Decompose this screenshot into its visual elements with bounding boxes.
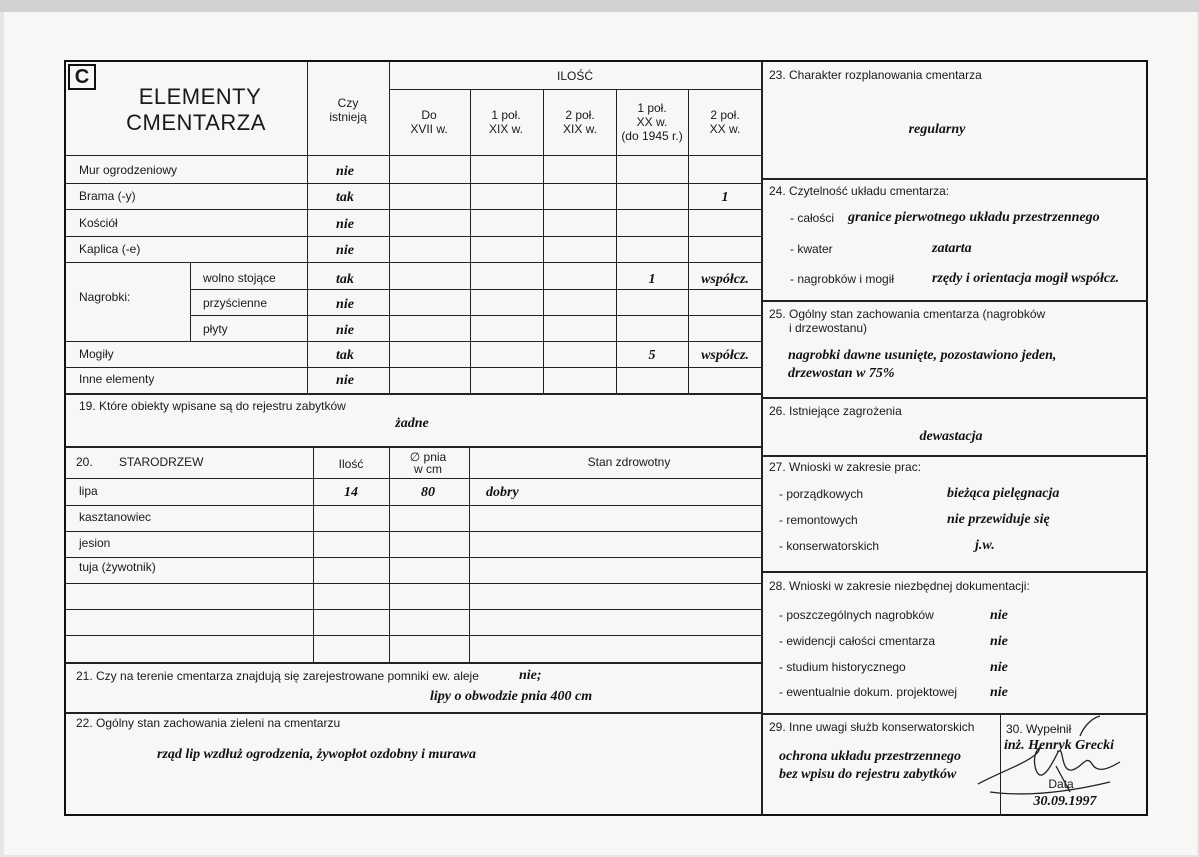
element-exists-value: nie [336, 164, 354, 179]
tree-name: tuja (żywotnik) [79, 560, 156, 574]
period-header-l2: XVII w. [410, 122, 448, 136]
q24-item-label: - całości [790, 211, 835, 225]
element-row-line [66, 236, 762, 237]
tree-row-line [66, 557, 762, 558]
q26-label: 26. Istniejące zagrożenia [769, 404, 902, 418]
q24-item-answer: rzędy i orientacja mogił współcz. [932, 271, 1120, 286]
cemetery-elements-form [64, 60, 1148, 816]
element-row-line [66, 367, 762, 368]
period-header-l2: XIX w. [562, 122, 597, 136]
element-count-value: 1 [648, 272, 656, 287]
element-exists-value: tak [336, 348, 354, 363]
q24-item-answer: granice pierwotnego układu przestrzennego [848, 210, 1100, 225]
tree-ilosc-value: 14 [344, 485, 358, 500]
element-count-value: 1 [721, 190, 729, 205]
q29-answer-1: ochrona układu przestrzennego [779, 749, 962, 764]
tree-stan-value: dobry [486, 485, 519, 500]
section-line [762, 300, 1148, 302]
period-header-l3: (do 1945 r.) [621, 129, 683, 143]
section-line [66, 712, 762, 714]
q20-ilosc-header: Ilość [338, 457, 364, 471]
tree-name: kasztanowiec [79, 510, 152, 524]
element-label: Mogiły [79, 347, 114, 361]
header-bottom-line [66, 155, 762, 156]
czy-header: Czy [337, 96, 359, 110]
q28-item-answer: nie [990, 608, 1008, 623]
element-exists-value: nie [336, 217, 354, 232]
period-header-l2: XX w. [709, 122, 741, 136]
element-exists-value: nie [336, 243, 354, 258]
section-letter: C [68, 64, 96, 90]
q28-item-label: - ewentualnie dokum. projektowej [779, 685, 958, 699]
q30-name: inż. Henryk Grecki [1004, 738, 1115, 753]
period-header-l2: XX w. [636, 115, 668, 129]
element-exists-value: nie [336, 373, 354, 388]
form-title-line2: CMENTARZA [126, 110, 266, 135]
period-header-l2: XIX w. [488, 122, 523, 136]
section-line [66, 393, 762, 395]
element-row-line [66, 341, 762, 342]
q22-label: 22. Ogólny stan zachowania zieleni na cmentarzu [76, 716, 341, 730]
element-label: Inne elementy [79, 372, 155, 386]
element-label: Kościół [79, 216, 118, 230]
q23-answer: regularny [908, 122, 966, 137]
q27-item-label: - porządkowych [779, 487, 864, 501]
q24-item-label: - nagrobków i mogił [790, 272, 895, 286]
q21-label: 21. Czy na terenie cmentarza znajdują się zarejestrowane pomniki ew. aleje [76, 669, 479, 683]
element-row-line [66, 183, 762, 184]
tree-row-line [66, 505, 762, 506]
element-label: Mur ogrodzeniowy [79, 163, 178, 177]
scan-top-edge [0, 0, 1199, 12]
period-header-l1: 2 poł. [710, 108, 740, 122]
tree-row-line [66, 635, 762, 636]
element-label: Brama (-y) [79, 189, 136, 203]
section-line [762, 397, 1148, 399]
q28-item-answer: nie [990, 685, 1008, 700]
q27-item-answer: j.w. [975, 538, 995, 553]
q21-answer-2: lipy o obwodzie pnia 400 cm [430, 689, 593, 704]
q27-item-answer: bieżąca pielęgnacja [947, 486, 1060, 501]
q21-answer-1: nie; [519, 668, 542, 683]
nagrobki-split-line [190, 262, 191, 341]
tree-row-line [66, 609, 762, 610]
element-count-value: 5 [648, 348, 656, 363]
tree-row-line [66, 478, 762, 479]
section-line [66, 662, 762, 664]
element-label: wolno stojące [203, 271, 276, 285]
element-row-line [190, 289, 762, 290]
q30-date-label: Data [1048, 777, 1074, 791]
section-line [762, 178, 1148, 180]
nagrobki-label: Nagrobki: [79, 290, 131, 304]
element-count-value: współcz. [701, 272, 749, 287]
q28-item-label: - poszczególnych nagrobków [779, 608, 934, 622]
q30-date: 30.09.1997 [1033, 794, 1097, 809]
tree-name: jesion [79, 536, 111, 550]
period-header-l1: 2 poł. [565, 108, 595, 122]
q27-label: 27. Wnioski w zakresie prac: [769, 460, 922, 474]
ilosc-header-line [389, 89, 762, 90]
tree-name: lipa [79, 484, 98, 498]
section-line [762, 455, 1148, 457]
q28-item-answer: nie [990, 634, 1008, 649]
element-row-line [66, 209, 762, 210]
tree-row-line [66, 583, 762, 584]
q25-label-2: i drzewostanu) [789, 321, 868, 335]
main-divider-line [761, 62, 763, 816]
q26-answer: dewastacja [919, 429, 983, 444]
element-label: płyty [203, 322, 228, 336]
section-line [762, 571, 1148, 573]
ilosc-header: ILOŚĆ [556, 69, 593, 83]
element-exists-value: nie [336, 323, 354, 338]
q20-number: 20. [76, 455, 93, 469]
q23-label: 23. Charakter rozplanowania cmentarza [769, 68, 982, 82]
q25-label: 25. Ogólny stan zachowania cmentarza (nagrobków [769, 307, 1046, 321]
q20-stan-header: Stan zdrowotny [587, 455, 671, 469]
q24-item-label: - kwater [790, 242, 833, 256]
element-count-value: współcz. [701, 348, 749, 363]
element-row-line [66, 262, 762, 263]
q28-label: 28. Wnioski w zakresie niezbędnej dokumentacji: [769, 579, 1030, 593]
element-row-line [190, 315, 762, 316]
q19-label: 19. Które obiekty wpisane są do rejestru zabytków [79, 399, 346, 413]
q19-answer: żadne [395, 416, 429, 431]
element-exists-value: nie [336, 297, 354, 312]
form-title-line1: ELEMENTY [138, 84, 262, 109]
q20-pnia-header: ∅ pnia [409, 450, 447, 464]
period-header-l1: 1 poł. [491, 108, 521, 122]
signature-mark [960, 712, 1150, 822]
q27-item-label: - konserwatorskich [779, 539, 880, 553]
q28-item-answer: nie [990, 660, 1008, 675]
period-header-l1: 1 poł. [637, 101, 667, 115]
q25-answer-2: drzewostan w 75% [788, 366, 895, 381]
tree-row-line [66, 531, 762, 532]
q27-item-label: - remontowych [779, 513, 858, 527]
tree-pnia-value: 80 [421, 485, 435, 500]
q22-answer: rząd lip wzdłuż ogrodzenia, żywopłot ozdobny i murawa [157, 747, 476, 762]
q28-item-label: - studium historycznego [779, 660, 906, 674]
q28-item-label: - ewidencji całości cmentarza [779, 634, 936, 648]
q24-item-answer: zatarta [932, 241, 972, 256]
q30-label: 30. Wypełnił [1006, 722, 1072, 736]
q25-answer-1: nagrobki dawne usunięte, pozostawiono jeden, [788, 348, 1057, 363]
czy-header-2: istnieją [329, 110, 367, 124]
period-header-l1: Do [421, 108, 437, 122]
q29-answer-2: bez wpisu do rejestru zabytków [779, 767, 957, 782]
element-exists-value: tak [336, 190, 354, 205]
q20-title: STARODRZEW [119, 455, 204, 469]
element-exists-value: tak [336, 272, 354, 287]
q29-label: 29. Inne uwagi służb konserwatorskich [769, 720, 975, 734]
q27-item-answer: nie przewiduje się [947, 512, 1050, 527]
element-label: przyścienne [203, 296, 268, 310]
q20-pnia-header-2: w cm [414, 462, 442, 476]
q24-label: 24. Czytelność układu cmentarza: [769, 184, 950, 198]
element-label: Kaplica (-e) [79, 242, 141, 256]
section-line [66, 446, 762, 448]
